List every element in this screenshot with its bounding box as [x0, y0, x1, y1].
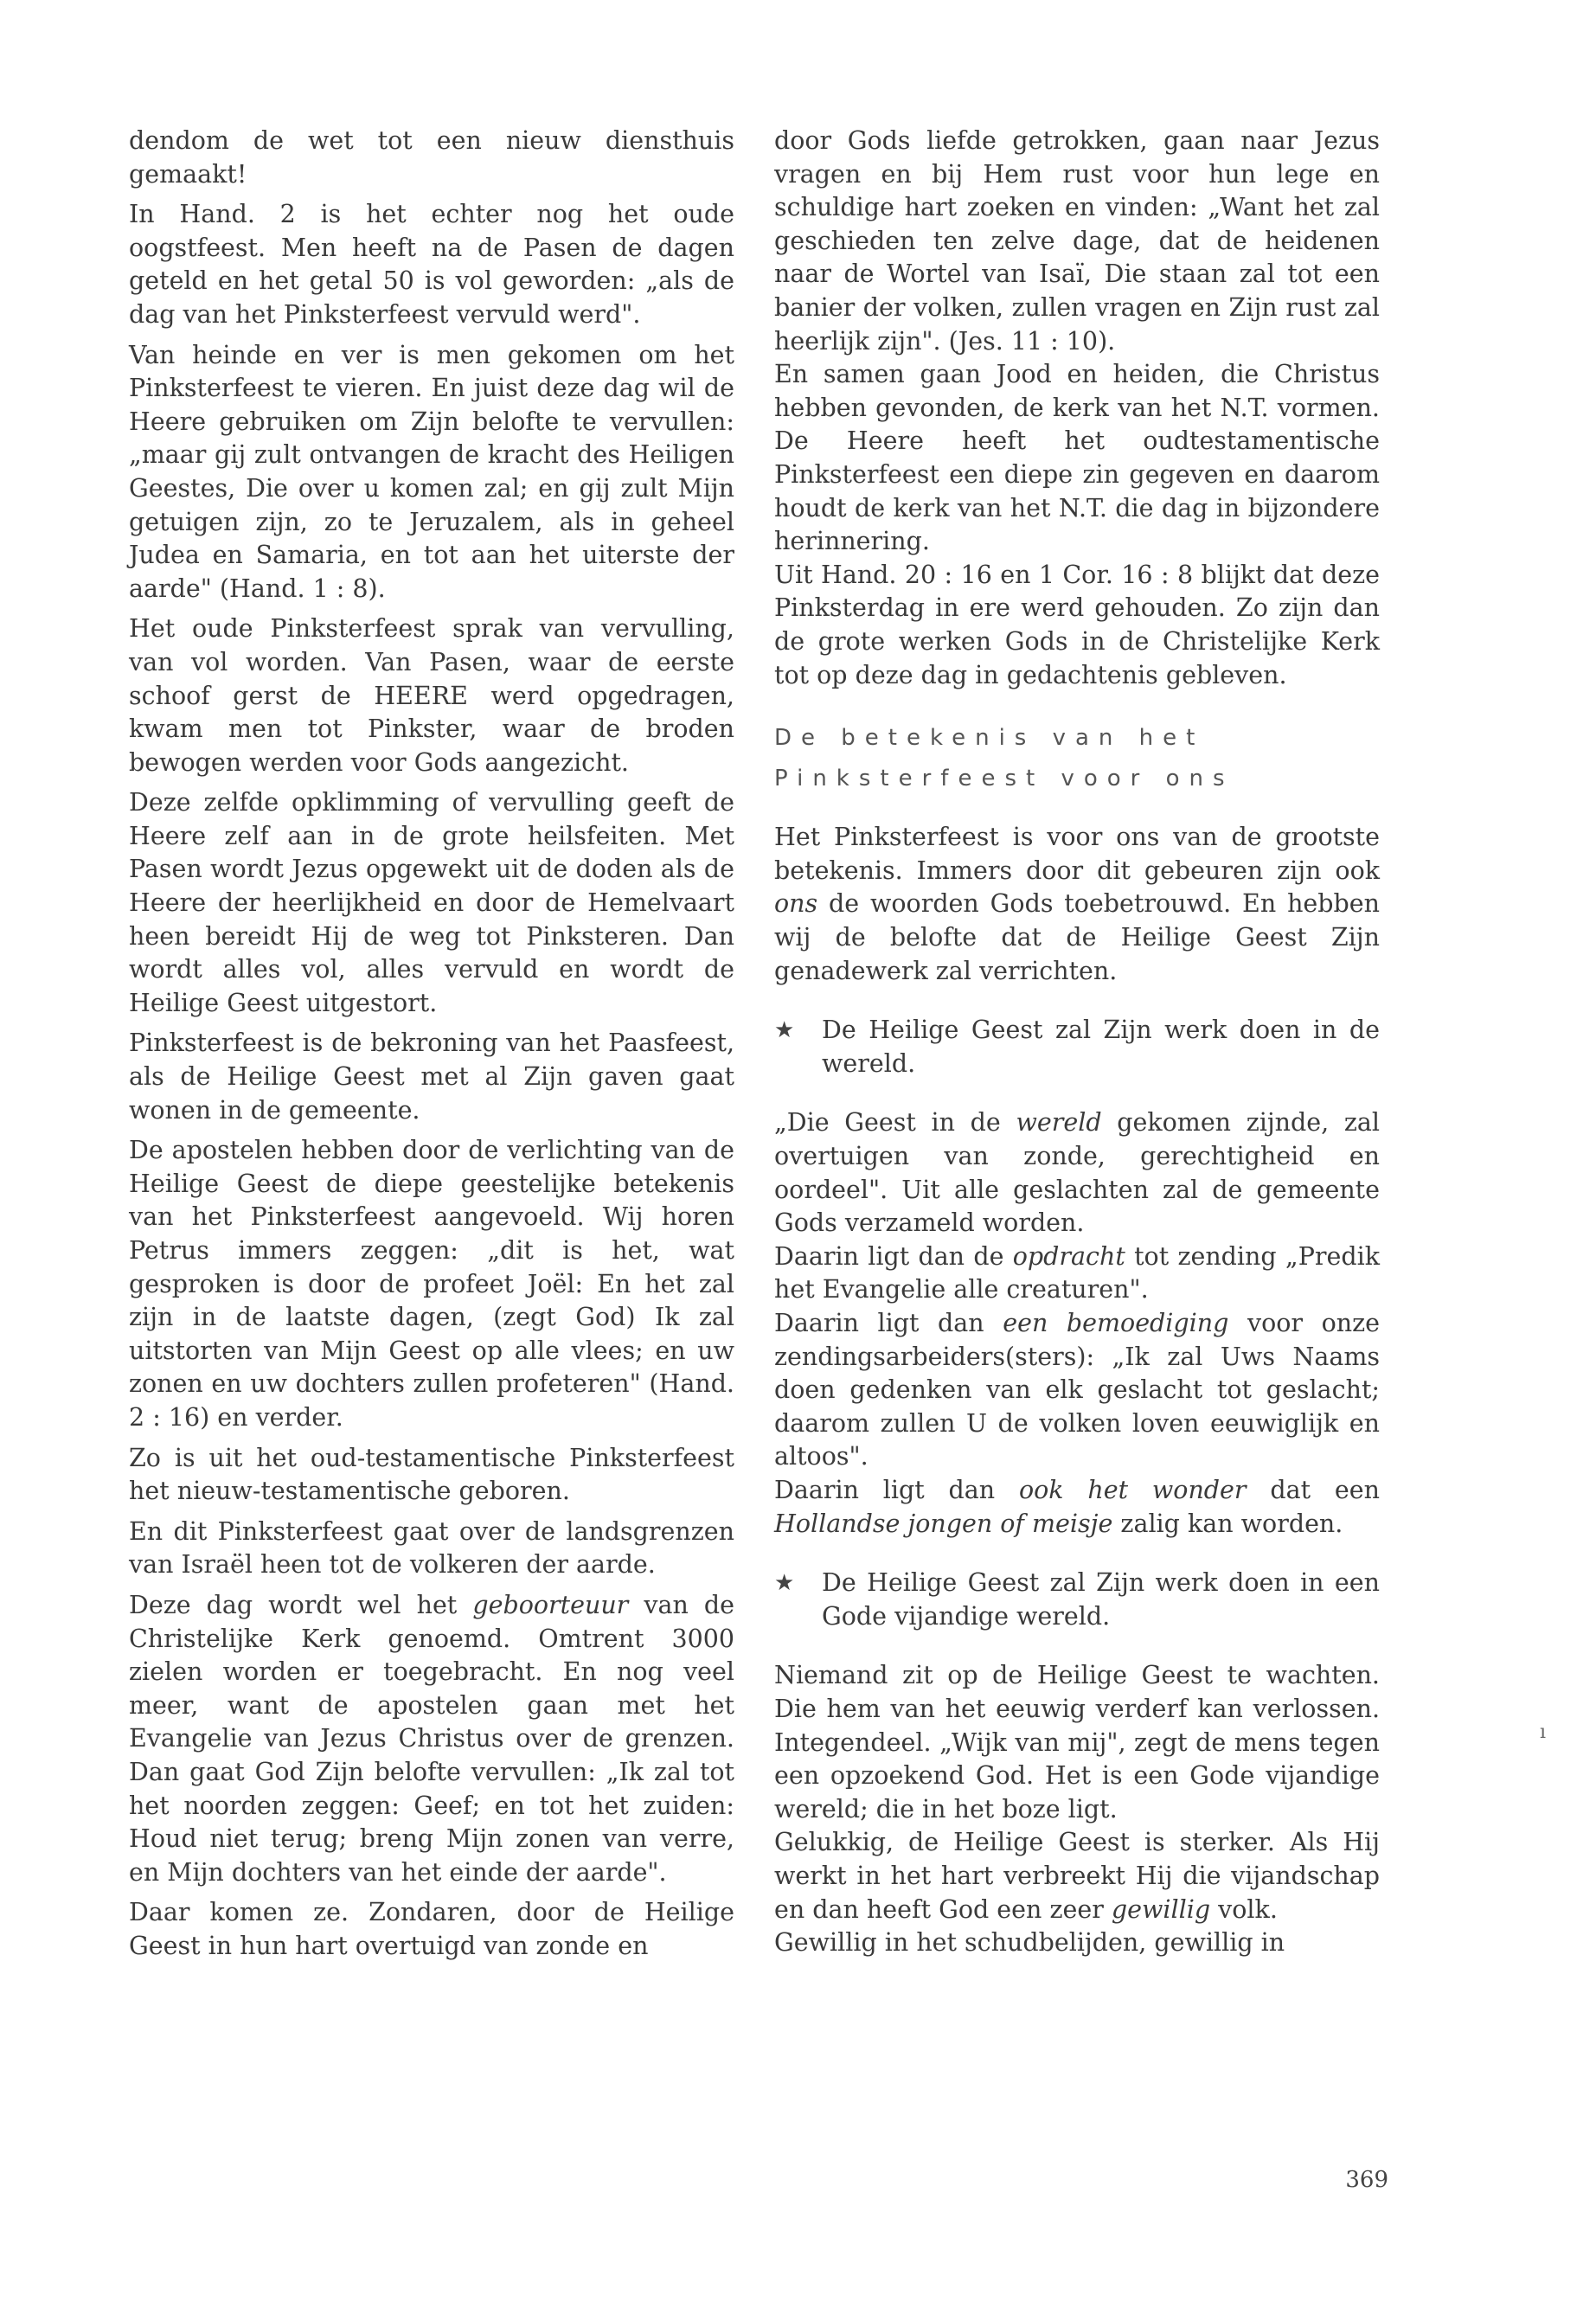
star-icon: ★: [774, 1017, 795, 1044]
right-column: [774, 125, 1380, 1960]
paragraph: Deze zelfde opklimming of vervulling geeft de Heere zelf aan in de grote heilsfeiten. Met Pasen wordt Jezus opgewekt uit de doden als de Heere der heerlijkheid en door de Hemelvaart heen bereidt Hij de weg tot Pinksteren. Dan wordt alles vol, alles vervuld en wordt de Heilige Geest uitgestort.: [129, 788, 734, 1017]
paragraph: In Hand. 2 is het echter nog het oude oogstfeest. Men heeft na de Pasen de dagen geteld en het getal 50 is vol geworden: „als de dag van het Pinksterfeest vervuld werd".: [129, 200, 734, 329]
paragraph: Van heinde en ver is men gekomen om het Pinksterfeest te vieren. En juist deze dag wil de Heere gebruiken om Zijn belofte te vervullen: „maar gij zult ontvangen de kracht des Heiligen Geestes, Die over u komen zal; en gij zult Mijn getuigen zijn, zo te Jeruzalem, als in geheel Judea en Samaria, en tot aan het uiterste der aarde" (Hand. 1 : 8).: [129, 340, 734, 603]
paragraph: Het Pinksterfeest is voor ons van de grootste betekenis. Immers door dit gebeuren zijn ook ons de woorden Gods toebetrouwd. En hebben wij de belofte dat de Heilige Geest Zijn genadewerk zal verrichten.: [774, 823, 1380, 985]
paragraph: De apostelen hebben door de verlichting van de Heilige Geest de diepe geestelijke betekenis van het Pinksterfeest aangevoeld. Wij horen Petrus immers zeggen: „dit is het, wat gesproken is door de profeet Joël: En het zal zijn in de laatste dagen, (zegt God) Ik zal uitstorten van Mijn Geest op alle vlees; en uw zonen en uw dochters zullen profeteren" (Hand. 2 : 16) en verder.: [129, 1136, 734, 1432]
paragraph: Gewillig in het schudbelijden, gewillig in: [774, 1928, 1285, 1958]
paragraph: En dit Pinksterfeest gaat over de landsgrenzen van Israël heen tot de volkeren der aarde.: [129, 1516, 734, 1580]
left-column: [129, 125, 734, 1963]
paragraph: Deze dag wordt wel het geboorteuur van de Christelijke Kerk genoemd. Omtrent 3000 zielen worden er toegebracht. En nog veel meer, want de apostelen gaan met het Evangelie van Jezus Christus over de grenzen. Dan gaat God Zijn belofte vervullen: „Ik zal tot het noorden zeggen: Geef; en tot het zuiden: Houd niet terug; breng Mijn zonen van verre, en Mijn dochters van het einde der aarde".: [129, 1590, 734, 1887]
paragraph: Zo is uit het oud-testamentische Pinksterfeest het nieuw-testamentische geboren.: [129, 1443, 734, 1506]
paragraph: En samen gaan Jood en heiden, die Christus hebben gevonden, de kerk van het N.T. vormen. De Heere heeft het oudtestamentische Pinksterfeest een diepe zin gegeven en daarom houdt de kerk van het N.T. die dag in bijzondere herinnering.: [774, 360, 1380, 556]
bullet-text: De Heilige Geest zal Zijn werk doen in de wereld.: [822, 1016, 1380, 1078]
bullet-text: De Heilige Geest zal Zijn werk doen in een Gode vijandige wereld.: [822, 1568, 1380, 1631]
bullet-item: [774, 1014, 1380, 1080]
star-icon: ★: [774, 1570, 795, 1597]
paragraph: Pinksterfeest is de bekroning van het Paasfeest, als de Heilige Geest met al Zijn gaven gaat wonen in de gemeente.: [129, 1029, 734, 1125]
paragraph: door Gods liefde getrokken, gaan naar Jezus vragen en bij Hem rust voor hun lege en schuldige hart zoeken en vinden: „Want het zal geschieden ten zelve dage, dat de heidenen naar de Wortel van Isaï, Die staan zal tot een banier der volken, zullen vragen en Zijn rust zal heerlijk zijn". (Jes. 11 : 10).: [774, 126, 1380, 356]
paragraph: Niemand zit op de Heilige Geest te wachten. Die hem van het eeuwig verderf kan verlossen. Integendeel. „Wijk van mij", zegt de mens tegen een opzoekend God. Het is een Gode vijandige wereld; die in het boze ligt.: [774, 1661, 1380, 1823]
section-heading: De betekenis van het Pinksterfeest voor ons: [774, 725, 1234, 792]
margin-mark: ı: [1540, 1721, 1547, 1743]
paragraph: Daar komen ze. Zondaren, door de Heilige Geest in hun hart overtuigd van zonde en: [129, 1898, 734, 1960]
paragraph: dendom de wet tot een nieuw diensthuis gemaakt!: [129, 126, 734, 189]
paragraph: Daarin ligt dan een bemoediging voor onze zendingsarbeiders(sters): „Ik zal Uws Naams doen gedenken van elk geslacht tot geslacht; daarom zullen U de volken loven eeuwiglijk en altoos".: [774, 1309, 1380, 1471]
paragraph: Het oude Pinksterfeest sprak van vervulling, van vol worden. Van Pasen, waar de eerste schoof gerst de HEERE werd opgedragen, kwam men tot Pinkster, waar de broden bewogen werden voor Gods aangezicht.: [129, 614, 734, 777]
paragraph: Gelukkig, de Heilige Geest is sterker. Als Hij werkt in het hart verbreekt Hij die vijandschap en dan heeft God een zeer gewillig volk.: [774, 1828, 1380, 1924]
paragraph: Daarin ligt dan ook het wonder dat een Hollandse jongen of meisje zalig kan worden.: [774, 1475, 1380, 1538]
paragraph: Uit Hand. 20 : 16 en 1 Cor. 16 : 8 blijkt dat deze Pinksterdag in ere werd gehouden. Zo zijn dan de grote werken Gods in de Christelijke Kerk tot op deze dag in gedachtenis gebleven.: [774, 560, 1380, 689]
page-number: 369: [1345, 2167, 1388, 2193]
bullet-item: [774, 1567, 1380, 1633]
paragraph: „Die Geest in de wereld gekomen zijnde, zal overtuigen van zonde, gerechtigheid en oordeel". Uit alle geslachten zal de gemeente Gods verzameld worden.: [774, 1108, 1380, 1238]
paragraph: Daarin ligt dan de opdracht tot zending „Predik het Evangelie alle creaturen".: [774, 1241, 1380, 1304]
